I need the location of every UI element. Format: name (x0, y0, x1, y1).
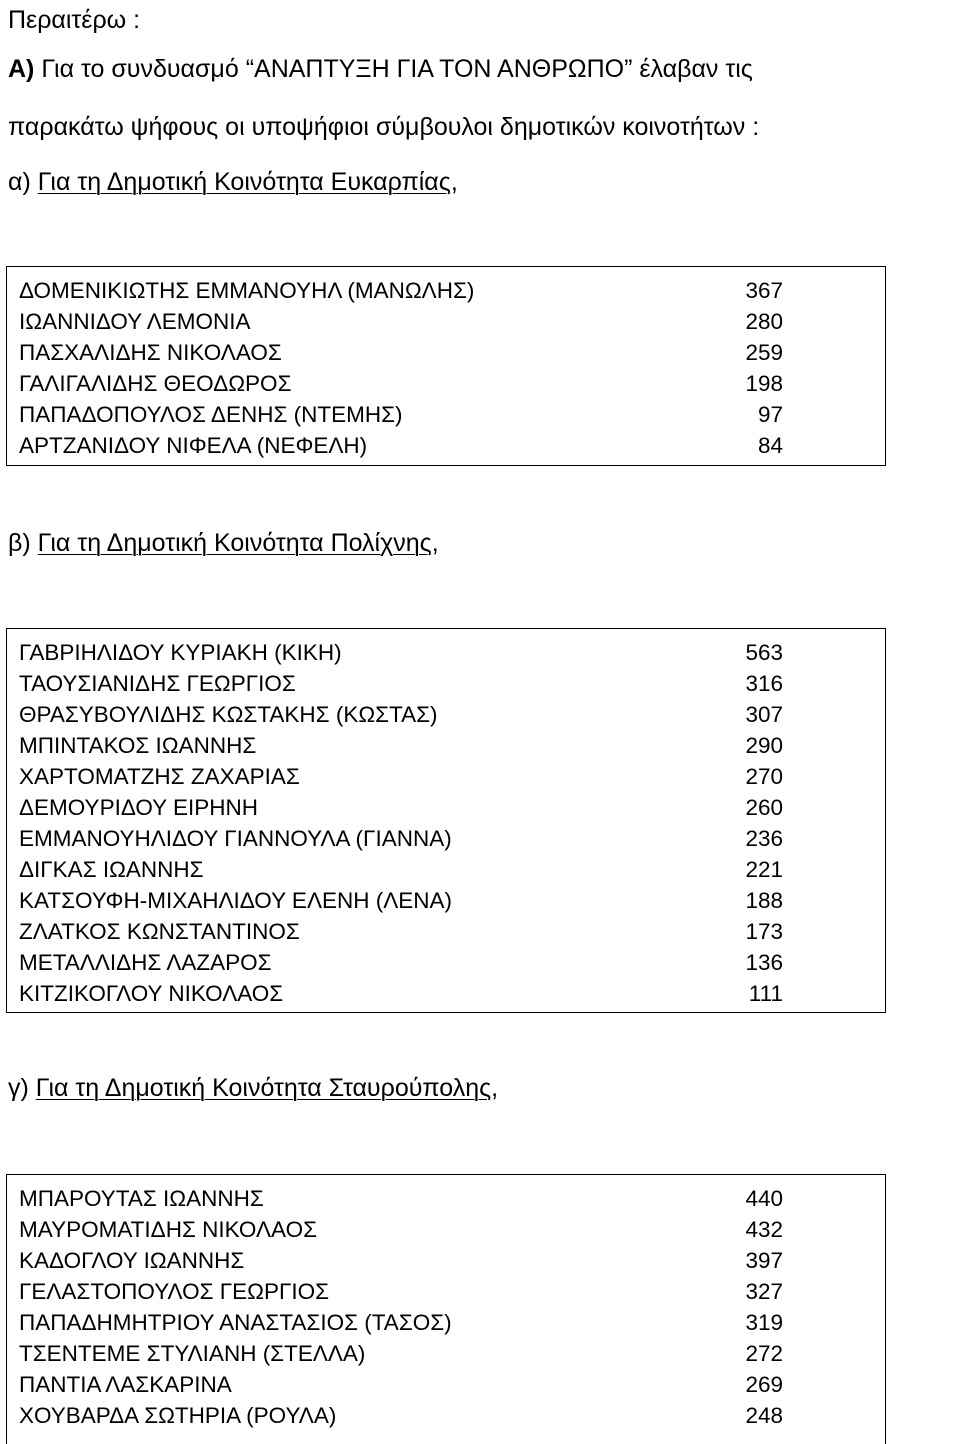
candidate-votes: 272 (745, 1341, 783, 1366)
table-row (19, 978, 885, 1009)
community-title: Για τη Δημοτική Κοινότητα Πολίχνης (37, 529, 432, 557)
table-row (19, 337, 885, 368)
section-heading (8, 54, 753, 84)
candidate-name: ΖΛΑΤΚΟΣ ΚΩΝΣΤΑΝΤΙΝΟΣ (19, 919, 300, 944)
candidate-name: ΕΜΜΑΝΟΥΗΛΙΔΟΥ ΓΙΑΝΝΟΥΛΑ (ΓΙΑΝΝΑ) (19, 826, 452, 851)
candidate-name: ΧΑΡΤΟΜΑΤΖΗΣ ΖΑΧΑΡΙΑΣ (19, 764, 300, 789)
candidate-name: ΓΑΒΡΙΗΛΙΔΟΥ ΚΥΡΙΑΚΗ (ΚΙΚΗ) (19, 640, 342, 665)
candidate-votes: 367 (745, 278, 783, 303)
table-row (19, 823, 885, 854)
candidate-votes: 260 (745, 795, 783, 820)
community-heading (8, 1073, 498, 1103)
candidate-name: ΜΑΥΡΟΜΑΤΙΔΗΣ ΝΙΚΟΛΑΟΣ (19, 1217, 317, 1242)
community-suffix: , (491, 1074, 499, 1102)
candidate-name: ΠΑΝΤΙΑ ΛΑΣΚΑΡΙΝΑ (19, 1372, 232, 1397)
table-row (19, 368, 885, 399)
candidate-votes: 397 (745, 1248, 783, 1273)
section-letter: Α) (8, 55, 35, 83)
candidate-name: ΤΑΟΥΣΙΑΝΙΔΗΣ ΓΕΩΡΓΙΟΣ (19, 671, 296, 696)
table-row (19, 1307, 885, 1338)
table-row (19, 1369, 885, 1400)
table-row (19, 761, 885, 792)
community-prefix: γ) (8, 1074, 29, 1102)
candidate-votes: 327 (745, 1279, 783, 1304)
candidate-votes: 319 (745, 1310, 783, 1335)
candidate-name: ΜΠΑΡΟΥΤΑΣ ΙΩΑΝΝΗΣ (19, 1186, 264, 1211)
community-title: Για τη Δημοτική Κοινότητα Ευκαρπίας (37, 168, 451, 196)
candidate-votes: 432 (745, 1217, 783, 1242)
candidate-name: ΙΩΑΝΝΙΔΟΥ ΛΕΜΟΝΙΑ (19, 309, 251, 334)
table-row (19, 1245, 885, 1276)
candidate-votes: 236 (745, 826, 783, 851)
candidate-votes: 307 (745, 702, 783, 727)
candidate-votes: 280 (745, 309, 783, 334)
table-row (19, 1214, 885, 1245)
candidate-votes: 269 (745, 1372, 783, 1397)
table-row (19, 306, 885, 337)
candidate-name: ΔΕΜΟΥΡΙΔΟΥ ΕΙΡΗΝΗ (19, 795, 259, 820)
intro-further: Περαιτέρω : (8, 6, 141, 34)
candidate-name: ΧΟΥΒΑΡΔΑ ΣΩΤΗΡΙΑ (ΡΟΥΛΑ) (19, 1403, 337, 1428)
candidate-name: ΘΡΑΣΥΒΟΥΛΙΔΗΣ ΚΩΣΤΑΚΗΣ (ΚΩΣΤΑΣ) (19, 702, 438, 727)
candidate-name: ΓΑΛΙΓΑΛΙΔΗΣ ΘΕΟΔΩΡΟΣ (19, 371, 292, 396)
table-row (19, 854, 885, 885)
candidates-table (6, 1174, 886, 1444)
table-row (19, 275, 885, 306)
community-heading (8, 528, 439, 558)
table-row (19, 1400, 885, 1431)
candidate-votes: 136 (745, 950, 783, 975)
candidate-votes: 248 (745, 1403, 783, 1428)
table-row (19, 730, 885, 761)
community-heading (8, 167, 458, 197)
candidate-name: ΤΣΕΝΤΕΜΕ ΣΤΥΛΙΑΝΗ (ΣΤΕΛΛΑ) (19, 1341, 366, 1366)
table-row (19, 399, 885, 430)
table-row (19, 430, 885, 461)
table-row (19, 1183, 885, 1214)
candidate-name: ΜΠΙΝΤΑΚΟΣ ΙΩΑΝΝΗΣ (19, 733, 257, 758)
table-row (19, 1338, 885, 1369)
candidate-votes: 290 (745, 733, 783, 758)
candidates-table (6, 266, 886, 466)
candidate-votes: 173 (745, 919, 783, 944)
candidate-name: ΠΑΠΑΔΟΠΟΥΛΟΣ ΔΕΝΗΣ (ΝΤΕΜΗΣ) (19, 402, 403, 427)
candidate-name: ΠΑΠΑΔΗΜΗΤΡΙΟΥ ΑΝΑΣΤΑΣΙΟΣ (ΤΑΣΟΣ) (19, 1310, 452, 1335)
candidate-votes: 440 (745, 1186, 783, 1211)
candidate-votes: 111 (748, 981, 783, 1006)
table-row (19, 916, 885, 947)
candidate-votes: 188 (745, 888, 783, 913)
candidates-table (6, 628, 886, 1013)
table-row (19, 1276, 885, 1307)
candidate-name: ΜΕΤΑΛΛΙΔΗΣ ΛΑΖΑΡΟΣ (19, 950, 272, 975)
community-prefix: β) (8, 529, 31, 557)
table-row (19, 699, 885, 730)
candidate-votes: 270 (745, 764, 783, 789)
candidate-votes: 221 (745, 857, 783, 882)
community-suffix: , (431, 529, 439, 557)
community-suffix: , (450, 168, 458, 196)
candidate-name: ΚΑΤΣΟΥΦΗ-ΜΙΧΑΗΛΙΔΟΥ ΕΛΕΝΗ (ΛΕΝΑ) (19, 888, 453, 913)
candidate-name: ΔΟΜΕΝΙΚΙΩΤΗΣ ΕΜΜΑΝΟΥΗΛ (ΜΑΝΩΛΗΣ) (19, 278, 475, 303)
candidate-name: ΑΡΤΖΑΝΙΔΟΥ ΝΙΦΕΛΑ (ΝΕΦΕΛΗ) (19, 433, 368, 458)
candidate-votes: 563 (745, 640, 783, 665)
candidate-name: ΓΕΛΑΣΤΟΠΟΥΛΟΣ ΓΕΩΡΓΙΟΣ (19, 1279, 330, 1304)
candidate-name: ΚΙΤΖΙΚΟΓΛΟΥ ΝΙΚΟΛΑΟΣ (19, 981, 284, 1006)
table-row (19, 637, 885, 668)
candidate-votes: 259 (745, 340, 783, 365)
candidate-name: ΔΙΓΚΑΣ ΙΩΑΝΝΗΣ (19, 857, 204, 882)
candidate-name: ΚΑΔΟΓΛΟΥ ΙΩΑΝΝΗΣ (19, 1248, 245, 1273)
table-row (19, 947, 885, 978)
candidate-votes: 84 (757, 433, 783, 458)
community-prefix: α) (8, 168, 31, 196)
candidate-votes: 316 (745, 671, 783, 696)
section-text-continued: παρακάτω ψήφους οι υποψήφιοι σύμβουλοι δημοτικών κοινοτήτων : (8, 113, 760, 141)
table-row (19, 885, 885, 916)
table-row (19, 792, 885, 823)
candidate-name: ΠΑΣΧΑΛΙΔΗΣ ΝΙΚΟΛΑΟΣ (19, 340, 282, 365)
candidate-votes: 198 (745, 371, 783, 396)
community-title: Για τη Δημοτική Κοινότητα Σταυρούπολης (35, 1074, 492, 1102)
section-text: Για το συνδυασμό “ΑΝΑΠΤΥΞΗ ΓΙΑ ΤΟΝ ΑΝΘΡΩΠΟ” έλαβαν τις (41, 55, 753, 83)
candidate-votes: 97 (757, 402, 783, 427)
table-row (19, 668, 885, 699)
